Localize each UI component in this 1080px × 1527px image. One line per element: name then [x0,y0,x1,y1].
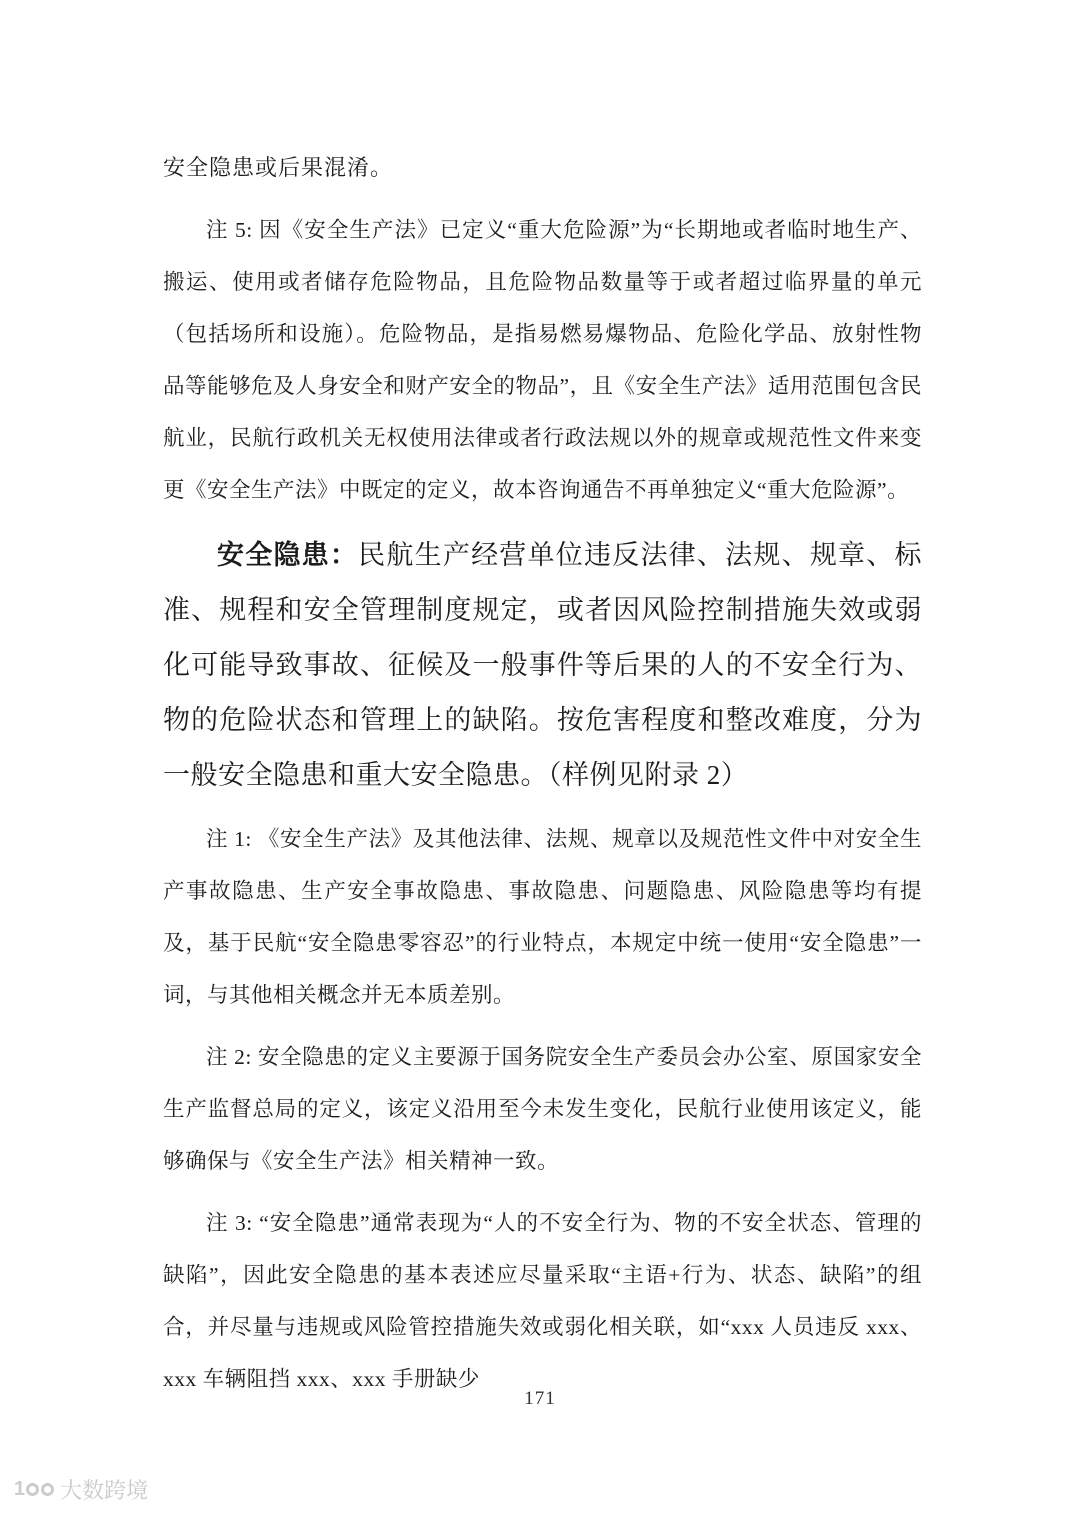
definition-text: 民航生产经营单位违反法律、法规、规章、标准、规程和安全管理制度规定，或者因风险控制措施失效或弱化可能导致事故、征候及一般事件等后果的人的不安全行为、物的危险状态和管理上的缺陷。按危害程度和整改难度，分为一般安全隐患和重大安全隐患。（样例见附录 2） [163,540,923,790]
definition-term: 安全隐患： [217,540,359,570]
paragraph-definition [163,528,922,803]
watermark [14,1474,148,1505]
paragraph-note-5: 注 5: 因《安全生产法》已定义“重大危险源”为“长期地或者临时地生产、搬运、使用或者储存危险物品，且危险物品数量等于或者超过临界量的单元（包括场所和设施）。危险物品，是指易燃易爆物品、危险化学品、放射性物品等能够危及人身安全和财产安全的物品”，且《安全生产法》适用范围包含民航业，民航行政机关无权使用法律或者行政法规以外的规章或规范性文件来变更《安全生产法》中既定的定义，故本咨询通告不再单独定义“重大危险源”。 [163,218,922,502]
watermark-logo-icon: 1 [14,1478,54,1501]
watermark-text: 大数跨境 [60,1478,149,1503]
paragraph-continuation: 安全隐患或后果混淆。 [163,155,394,180]
document-content [163,142,922,1405]
paragraph-note-3: 注 3: “安全隐患”通常表现为“人的不安全行为、物的不安全状态、管理的缺陷”，因此安全隐患的基本表述应尽量采取“主语+行为、状态、缺陷”的组合，并尽量与违规或风险管控措施失效或弱化相关联，如“xxx 人员违反 xxx、xxx 车辆阻挡 xxx、xxx 手册缺少 [163,1211,922,1391]
paragraph-note-1: 注 1: 《安全生产法》及其他法律、法规、规章以及规范性文件中对安全生产事故隐患、生产安全事故隐患、事故隐患、问题隐患、风险隐患等均有提及，基于民航“安全隐患零容忍”的行业特点，本规定中统一使用“安全隐患”一词，与其他相关概念并无本质差别。 [163,827,922,1007]
paragraph-note-2: 注 2: 安全隐患的定义主要源于国务院安全生产委员会办公室、原国家安全生产监督总局的定义，该定义沿用至今未发生变化，民航行业使用该定义，能够确保与《安全生产法》相关精神一致。 [163,1045,922,1173]
page-number: 171 [524,1388,556,1409]
